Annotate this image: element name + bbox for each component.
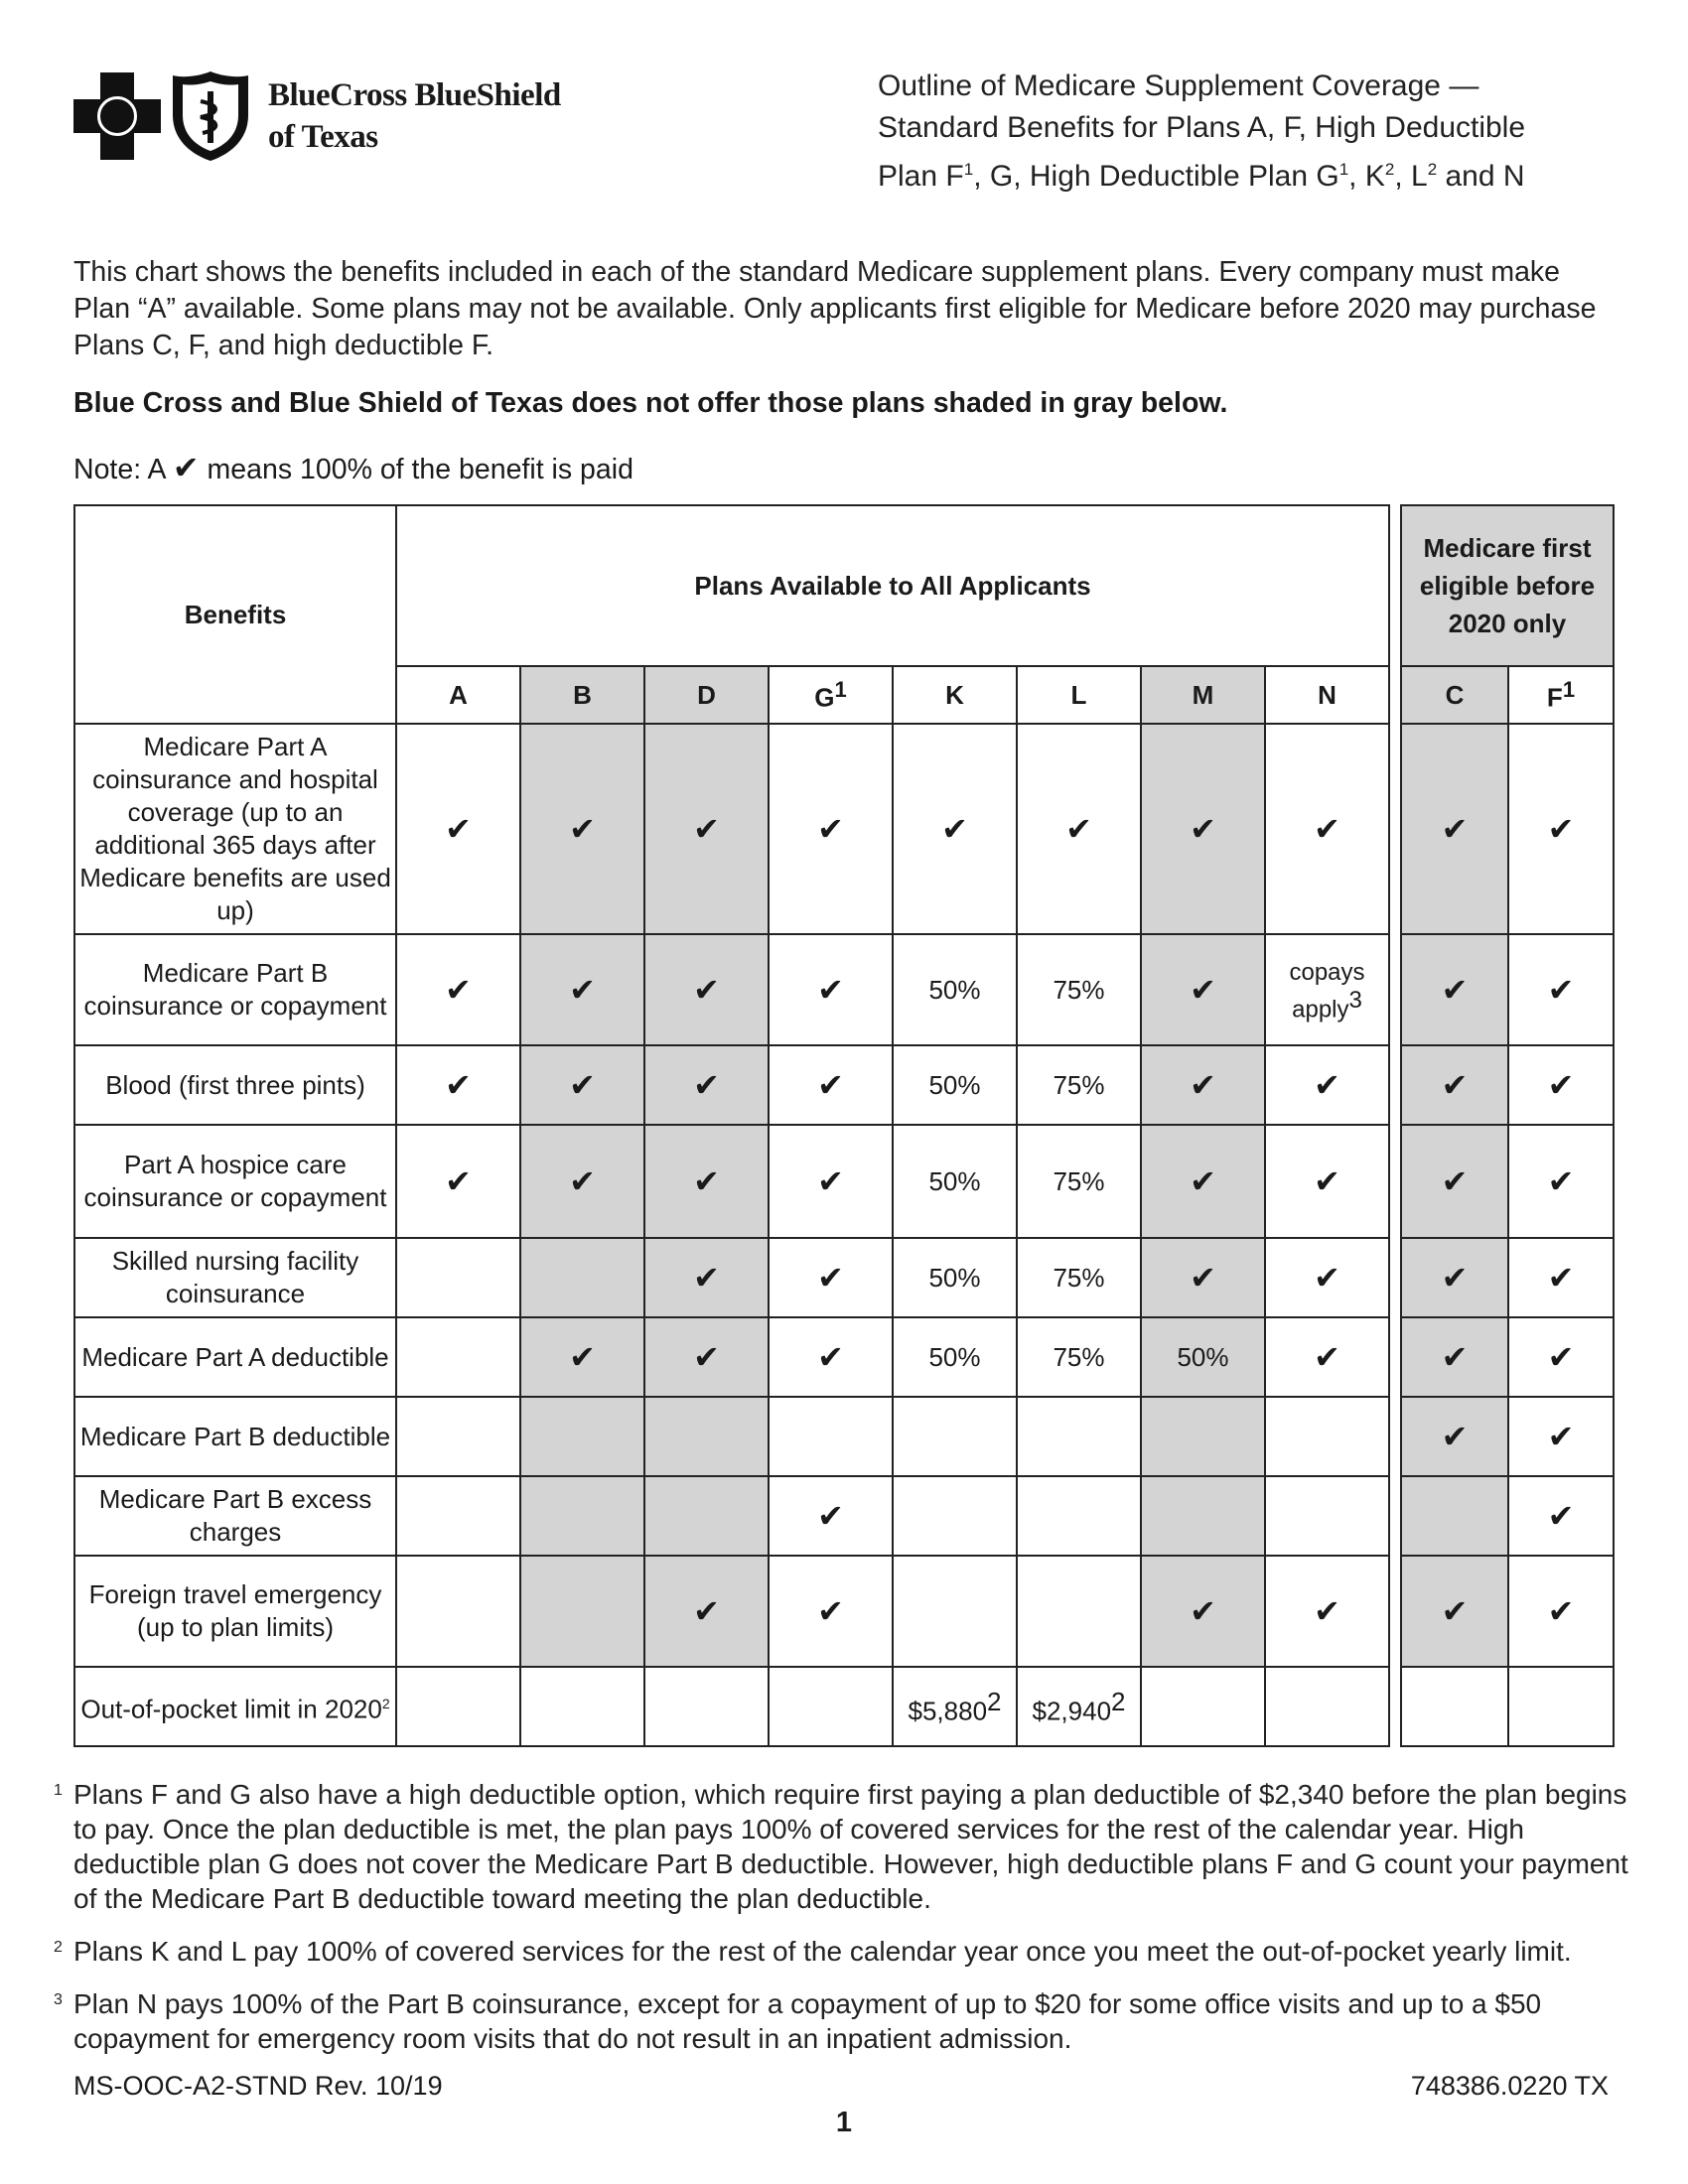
- benefit-cell: 75%: [1017, 1045, 1141, 1125]
- benefit-label: Medicare Part B deductible: [74, 1397, 396, 1476]
- benefit-cell: ✔: [1017, 724, 1141, 934]
- benefit-cell: [1141, 1397, 1265, 1476]
- title-line-2: Standard Benefits for Plans A, F, High Deductible: [878, 111, 1526, 144]
- benefit-cell: [396, 1238, 520, 1317]
- benefit-cell: [1265, 1476, 1389, 1556]
- benefit-row: [74, 1125, 1614, 1238]
- benefit-cell: 75%: [1017, 934, 1141, 1045]
- benefit-cell: ✔: [1508, 1397, 1614, 1476]
- benefit-row: [74, 1397, 1614, 1476]
- benefit-cell: ✔: [769, 1556, 893, 1667]
- benefit-cell: ✔: [893, 724, 1017, 934]
- benefit-cell: ✔: [769, 1238, 893, 1317]
- title-line-3: Plan $F^1$, G, High Deductible Plan $G^1$, $K^2$, $L^2$ and N: [878, 160, 1525, 193]
- benefit-cell: ✔: [1141, 1556, 1265, 1667]
- logo-line-1: BlueCross BlueShield: [268, 77, 561, 113]
- gray-shading-notice: Blue Cross and Blue Shield of Texas does not offer those plans shaded in gray below.: [73, 387, 1228, 419]
- plans-available-header: Plans Available to All Applicants: [396, 505, 1389, 666]
- benefit-cell: 50%: [1141, 1317, 1265, 1397]
- benefit-cell: ✔: [1401, 1397, 1508, 1476]
- logo-wordmark: [268, 74, 561, 158]
- benefit-label: Medicare Part A deductible: [74, 1317, 396, 1397]
- document-code: 748386.0220 TX: [1410, 2071, 1609, 2101]
- benefit-cell: ✔: [1141, 1238, 1265, 1317]
- plan-column-F: $F^1$: [1508, 666, 1614, 724]
- benefit-cell: ✔: [1508, 724, 1614, 934]
- benefit-cell: [1401, 1476, 1508, 1556]
- plan-column-L: L: [1017, 666, 1141, 724]
- plan-column-M: M: [1141, 666, 1265, 724]
- oop-limit-l: $2,940$^2$: [1017, 1667, 1141, 1746]
- benefit-cell: ✔: [644, 1238, 769, 1317]
- benefit-cell: ✔: [396, 934, 520, 1045]
- benefit-cell: ✔: [396, 724, 520, 934]
- plan-column-N: N: [1265, 666, 1389, 724]
- footnote-1: 1 Plans F and G also have a high deductible option, which require first paying a plan deductible of $2,340 before the plan begins to pay. Once the plan deductible is met, the plan pays 100% of covered services for the rest of the calendar year. High deductible plan G does not cover the Medicare Part B deductible. However, high deductible plans F and G count your payment of the Medicare Part B deductible toward meeting the plan deductible.: [54, 1779, 1628, 1914]
- benefit-cell: ✔: [520, 724, 644, 934]
- benefit-cell: ✔: [644, 1125, 769, 1238]
- benefit-cell: [1141, 1476, 1265, 1556]
- benefit-cell: ✔: [769, 1476, 893, 1556]
- benefit-cell: ✔: [769, 1125, 893, 1238]
- plan-column-B: B: [520, 666, 644, 724]
- checkmark-icon: ✔: [172, 450, 200, 485]
- benefit-cell: ✔: [520, 934, 644, 1045]
- benefit-cell: ✔: [1401, 1317, 1508, 1397]
- benefit-cell: ✔: [1265, 1045, 1389, 1125]
- benefit-row: [74, 724, 1614, 934]
- benefit-cell: 50%: [893, 1317, 1017, 1397]
- benefit-cell: ✔: [1401, 1556, 1508, 1667]
- benefit-cell: [1017, 1556, 1141, 1667]
- benefit-cell: ✔: [769, 934, 893, 1045]
- footnotes: [54, 1777, 1632, 2074]
- benefit-cell: ✔: [1401, 724, 1508, 934]
- first-eligible-header: Medicare first eligible before 2020 only: [1401, 505, 1614, 666]
- intro-paragraph: This chart shows the benefits included in each of the standard Medicare supplement plans. Every company must make Plan “A” available. Some plans may not be available. Only applicants first eligible for Medicare before 2020 may purchase Plans C, F, and high deductible F.: [73, 256, 1597, 361]
- logo-line-2: of Texas: [268, 119, 378, 155]
- benefit-cell: ✔: [1508, 934, 1614, 1045]
- benefit-cell: ✔: [1401, 1045, 1508, 1125]
- plan-column-D: D: [644, 666, 769, 724]
- benefit-cell: ✔: [769, 1045, 893, 1125]
- plan-column-C: C: [1401, 666, 1508, 724]
- out-of-pocket-label: Out-of-pocket limit in 2020$^2$: [74, 1667, 396, 1746]
- benefit-label: Blood (first three pints): [74, 1045, 396, 1125]
- footnote-3: 3 Plan N pays 100% of the Part B coinsurance, except for a copayment of up to $20 for some office visits and up to a $50 copayment for emergency room visits that do not result in an inpatient admission.: [54, 1988, 1542, 2054]
- benefit-label: Foreign travel emergency (up to plan limits): [74, 1556, 396, 1667]
- benefit-label: Medicare Part A coinsurance and hospital coverage (up to an additional 365 days after Medicare benefits are used up): [74, 724, 396, 934]
- benefit-cell: [893, 1556, 1017, 1667]
- benefit-cell: ✔: [644, 1556, 769, 1667]
- footnote-2: 2 Plans K and L pay 100% of covered services for the rest of the calendar year once you meet the out-of-pocket yearly limit.: [54, 1936, 1572, 1967]
- benefit-cell: 75%: [1017, 1125, 1141, 1238]
- benefit-cell: ✔: [1401, 1238, 1508, 1317]
- benefit-cell: ✔: [644, 1317, 769, 1397]
- benefit-cell: ✔: [644, 724, 769, 934]
- benefit-cell: [893, 1476, 1017, 1556]
- benefit-cell: ✔: [1265, 1317, 1389, 1397]
- benefit-cell: [396, 1317, 520, 1397]
- benefit-cell: ✔: [1141, 1125, 1265, 1238]
- benefit-cell: ✔: [1141, 934, 1265, 1045]
- benefit-cell: ✔: [1508, 1476, 1614, 1556]
- benefit-cell: 50%: [893, 1238, 1017, 1317]
- benefit-label: Medicare Part B excess charges: [74, 1476, 396, 1556]
- checkmark-note: Note: A ✔ means 100% of the benefit is paid: [73, 450, 633, 485]
- benefit-row: [74, 1045, 1614, 1125]
- benefit-cell: ✔: [396, 1125, 520, 1238]
- benefit-cell: [520, 1556, 644, 1667]
- benefit-cell: ✔: [1508, 1045, 1614, 1125]
- benefit-cell: ✔: [1265, 724, 1389, 934]
- benefit-cell: ✔: [1141, 1045, 1265, 1125]
- benefit-cell: [396, 1556, 520, 1667]
- plan-column-K: K: [893, 666, 1017, 724]
- benefit-cell: ✔: [1265, 1556, 1389, 1667]
- benefit-row: [74, 934, 1614, 1045]
- plan-column-A: A: [396, 666, 520, 724]
- benefit-label: Skilled nursing facility coinsurance: [74, 1238, 396, 1317]
- benefit-cell: ✔: [520, 1125, 644, 1238]
- benefit-cell: ✔: [1508, 1238, 1614, 1317]
- company-logo: [73, 69, 561, 163]
- benefit-cell: ✔: [520, 1317, 644, 1397]
- benefit-cell: [396, 1397, 520, 1476]
- benefit-label: Medicare Part B coinsurance or copayment: [74, 934, 396, 1045]
- benefit-cell: [769, 1397, 893, 1476]
- out-of-pocket-row: [74, 1667, 1614, 1746]
- benefit-cell: ✔: [1141, 724, 1265, 934]
- benefit-cell: ✔: [1401, 934, 1508, 1045]
- benefit-row: [74, 1556, 1614, 1667]
- benefit-cell: ✔: [1508, 1556, 1614, 1667]
- benefit-cell: ✔: [769, 724, 893, 934]
- benefit-cell: 75%: [1017, 1317, 1141, 1397]
- benefit-cell: ✔: [396, 1045, 520, 1125]
- benefit-cell: 50%: [893, 1045, 1017, 1125]
- benefit-cell: [520, 1476, 644, 1556]
- page-number: 1: [835, 2107, 853, 2138]
- benefit-row: [74, 1317, 1614, 1397]
- benefit-cell: ✔: [1265, 1125, 1389, 1238]
- benefit-cell: ✔: [520, 1045, 644, 1125]
- benefit-cell: 50%: [893, 934, 1017, 1045]
- benefit-cell: 75%: [1017, 1238, 1141, 1317]
- benefit-cell: [396, 1476, 520, 1556]
- blue-cross-icon: [73, 72, 161, 160]
- benefit-cell: ✔: [644, 934, 769, 1045]
- benefits-table: [73, 504, 1615, 1747]
- benefit-label: Part A hospice care coinsurance or copayment: [74, 1125, 396, 1238]
- benefit-cell: [644, 1476, 769, 1556]
- benefit-row: [74, 1238, 1614, 1317]
- benefit-cell: [1017, 1397, 1141, 1476]
- benefit-cell: [520, 1238, 644, 1317]
- benefit-cell: ✔: [1401, 1125, 1508, 1238]
- benefit-cell: ✔: [644, 1045, 769, 1125]
- benefit-cell: 50%: [893, 1125, 1017, 1238]
- form-id: MS-OOC-A2-STND Rev. 10/19: [73, 2071, 443, 2101]
- benefit-cell: ✔: [769, 1317, 893, 1397]
- benefit-cell: ✔: [1265, 1238, 1389, 1317]
- benefit-cell: copays apply$^3$: [1265, 934, 1389, 1045]
- plan-column-G: $G^1$: [769, 666, 893, 724]
- benefit-cell: ✔: [1508, 1125, 1614, 1238]
- benefits-header: Benefits: [74, 505, 396, 724]
- document-title: [878, 66, 1632, 198]
- benefit-cell: ✔: [1508, 1317, 1614, 1397]
- title-line-1: Outline of Medicare Supplement Coverage —: [878, 69, 1479, 102]
- benefit-cell: [1265, 1397, 1389, 1476]
- benefit-cell: [893, 1397, 1017, 1476]
- benefit-cell: [644, 1397, 769, 1476]
- oop-limit-k: $5,880$^2$: [893, 1667, 1017, 1746]
- benefit-cell: [520, 1397, 644, 1476]
- blue-shield-icon: [171, 69, 250, 163]
- benefit-row: [74, 1476, 1614, 1556]
- benefit-cell: [1017, 1476, 1141, 1556]
